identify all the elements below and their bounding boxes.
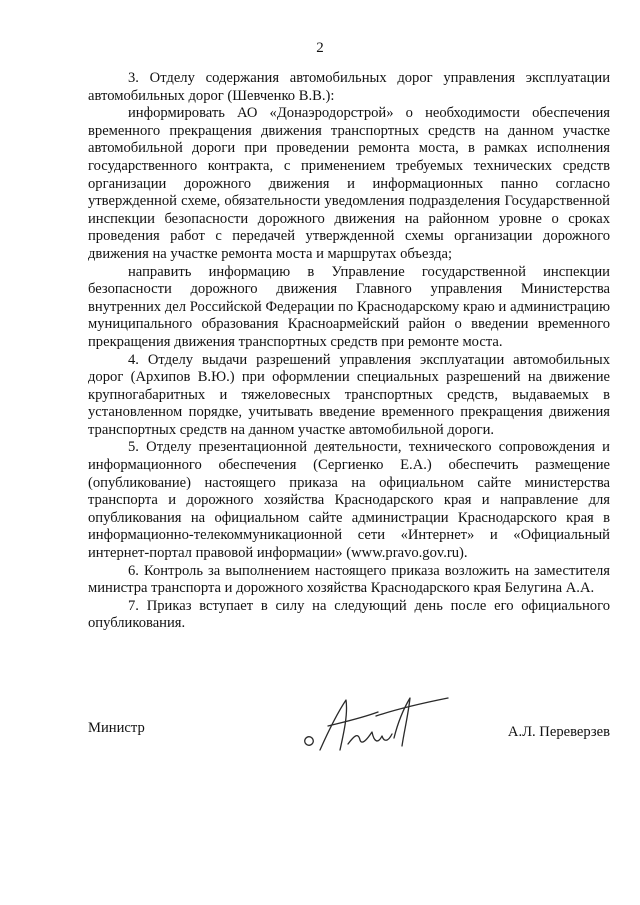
signer-name: А.Л. Переверзев xyxy=(507,724,610,740)
handwritten-signature xyxy=(298,692,458,762)
page-number: 2 xyxy=(316,40,324,56)
paragraph-3-heading: 3. Отделу содержания автомобильных дорог управления эксплуатации автомобильных дорог (Шевченко В.В.): xyxy=(88,70,610,104)
paragraph-7: 7. Приказ вступает в силу на следующий день после его официального опубликования. xyxy=(88,597,610,632)
signature-block xyxy=(88,706,610,766)
document-body xyxy=(88,70,610,633)
paragraph-3-send: направить информацию в Управление государственной инспекции безопасности дорожного движения Главного управления Министерства внутренних дел Российской Федерации по Краснодарскому краю и администрацию муниципального образования Красноармейский район о введении временного прекращения движения транспортных средств при ремонте моста. xyxy=(88,263,610,350)
signer-title: Министр xyxy=(88,720,145,736)
paragraph-5: 5. Отделу презентационной деятельности, технического сопровождения и информационного обеспечения (Сергиенко Е.А.) обеспечить размещение (опубликование) настоящего приказа на официальном сайте министерства транспорта и дорожного хозяйства Краснодарского края и направление для опубликования на официальном сайте администрации Краснодарского края в информационно-телекоммуникационной сети «Интернет» и «Официальный интернет-портал правовой информации» (www.pravo.gov.ru). xyxy=(88,439,610,562)
paragraph-6: 6. Контроль за выполнением настоящего приказа возложить на заместителя министра транспорта и дорожного хозяйства Краснодарского края Белугина А.А. xyxy=(88,562,610,597)
paragraph-3-inform: информировать АО «Донаэродорстрой» о необходимости обеспечения временного прекращения движения транспортных средств на данном участке автомобильной дороги при проведении ремонта моста, в рамках исполнения государственного контракта, с применением требуемых технических средств организации дорожного движения и информационных панно согласно утвержденной схеме, обязательности уведомления подразделения Государственной инспекции безопасности дорожного движения на районном уровне о сроках проведения работ с передачей утвержденной схемы организации дорожного движения на участке ремонта моста и маршрутах объезда; xyxy=(88,105,610,262)
paragraph-4: 4. Отделу выдачи разрешений управления эксплуатации автомобильных дорог (Архипов В.Ю.) при оформлении специальных разрешений на движение крупногабаритных и тяжеловесных транспортных средств, выдаваемых в установленном порядке, учитывать введение временного прекращения движения транспортных средств на данном участке автомобильной дороги. xyxy=(88,351,610,438)
